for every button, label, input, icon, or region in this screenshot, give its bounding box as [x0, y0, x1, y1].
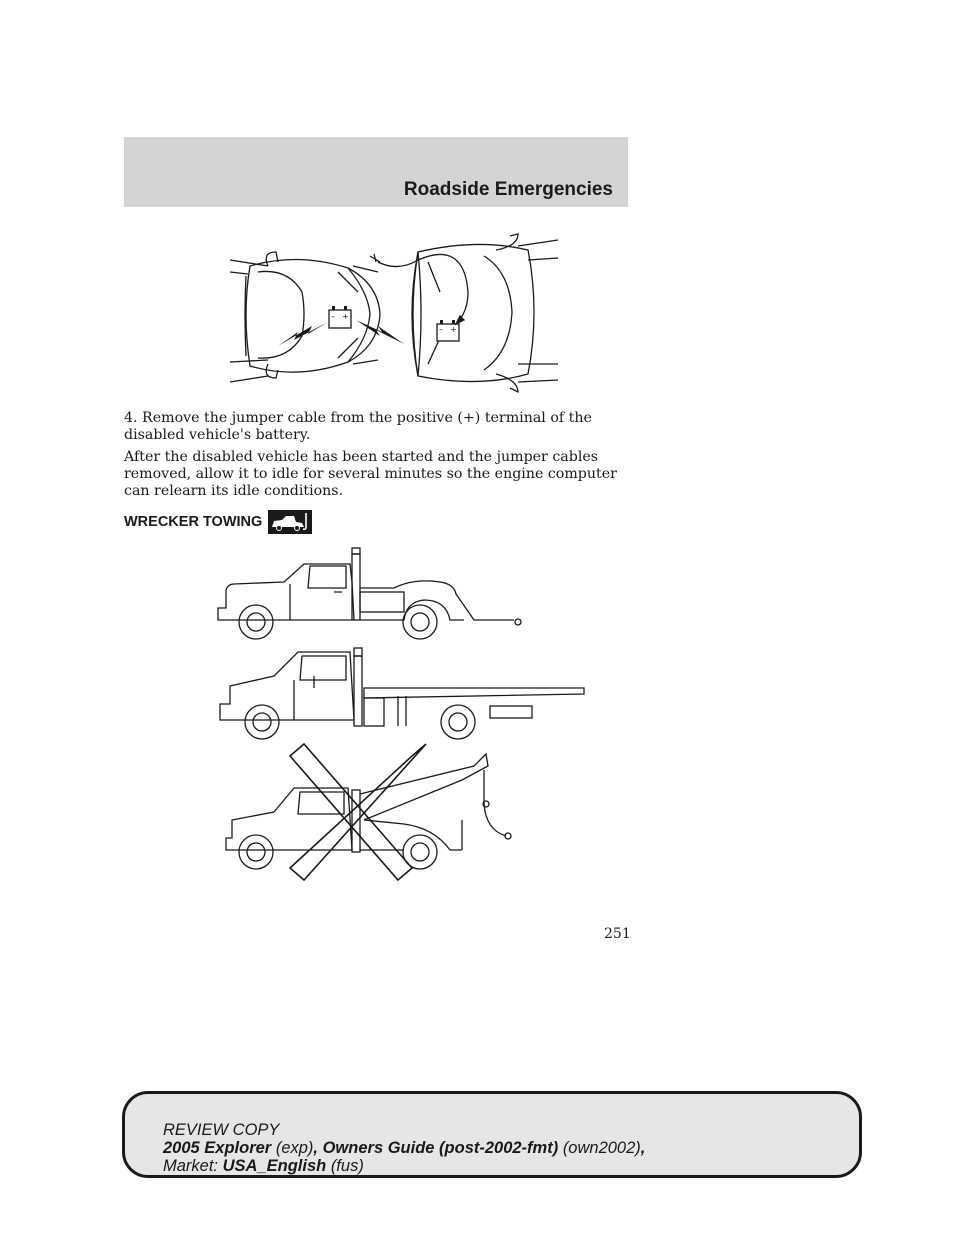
footer-market: USA_English	[222, 1157, 327, 1175]
svg-text:–: –	[331, 312, 335, 321]
not-recommended-x-icon	[290, 744, 426, 880]
battery-icon	[329, 306, 351, 328]
section-heading-label: WRECKER TOWING	[124, 514, 263, 530]
assisting-vehicle-drawing	[230, 252, 380, 382]
step-4-text: 4. Remove the jumper cable from the positive (+) terminal of the disabled vehicle's battery.	[124, 410, 592, 443]
flatbed-tow-truck	[220, 648, 584, 739]
page-number: 251	[604, 926, 631, 942]
footer-market-code: (fus)	[330, 1157, 364, 1175]
review-copy-footer	[122, 1091, 862, 1178]
disabled-vehicle-drawing	[412, 234, 558, 392]
section-header-band	[124, 137, 628, 207]
footer-model: 2005 Explorer	[163, 1139, 272, 1157]
idle-relearn-text: After the disabled vehicle has been started and the jumper cables removed, allow it to idle for several minutes so the engine computer can relearn its idle conditions.	[124, 449, 617, 499]
wheel-lift-tow-truck	[218, 548, 521, 639]
section-title: Roadside Emergencies	[403, 179, 613, 200]
footer-guide-code: (own2002)	[562, 1139, 641, 1157]
svg-text:+: +	[450, 325, 457, 334]
footer-separator: ,	[313, 1139, 323, 1157]
spark-bolt-icon	[356, 320, 404, 344]
tow-truck-icon	[268, 510, 312, 534]
footer-market-label: Market:	[163, 1157, 219, 1175]
footer-model-code: (exp)	[275, 1139, 314, 1157]
sling-tow-truck	[226, 754, 511, 869]
footer-review-copy: REVIEW COPY	[163, 1121, 280, 1139]
jump-start-illustration	[228, 232, 560, 396]
footer-separator: ,	[640, 1139, 646, 1157]
jumper-cable	[378, 254, 468, 324]
svg-text:–: –	[439, 325, 443, 334]
footer-text	[163, 1121, 645, 1175]
footer-guide: Owners Guide (post-2002-fmt)	[322, 1139, 559, 1157]
towing-methods-illustration	[214, 544, 590, 882]
wrecker-towing-heading	[124, 510, 312, 534]
svg-text:+: +	[342, 312, 349, 321]
